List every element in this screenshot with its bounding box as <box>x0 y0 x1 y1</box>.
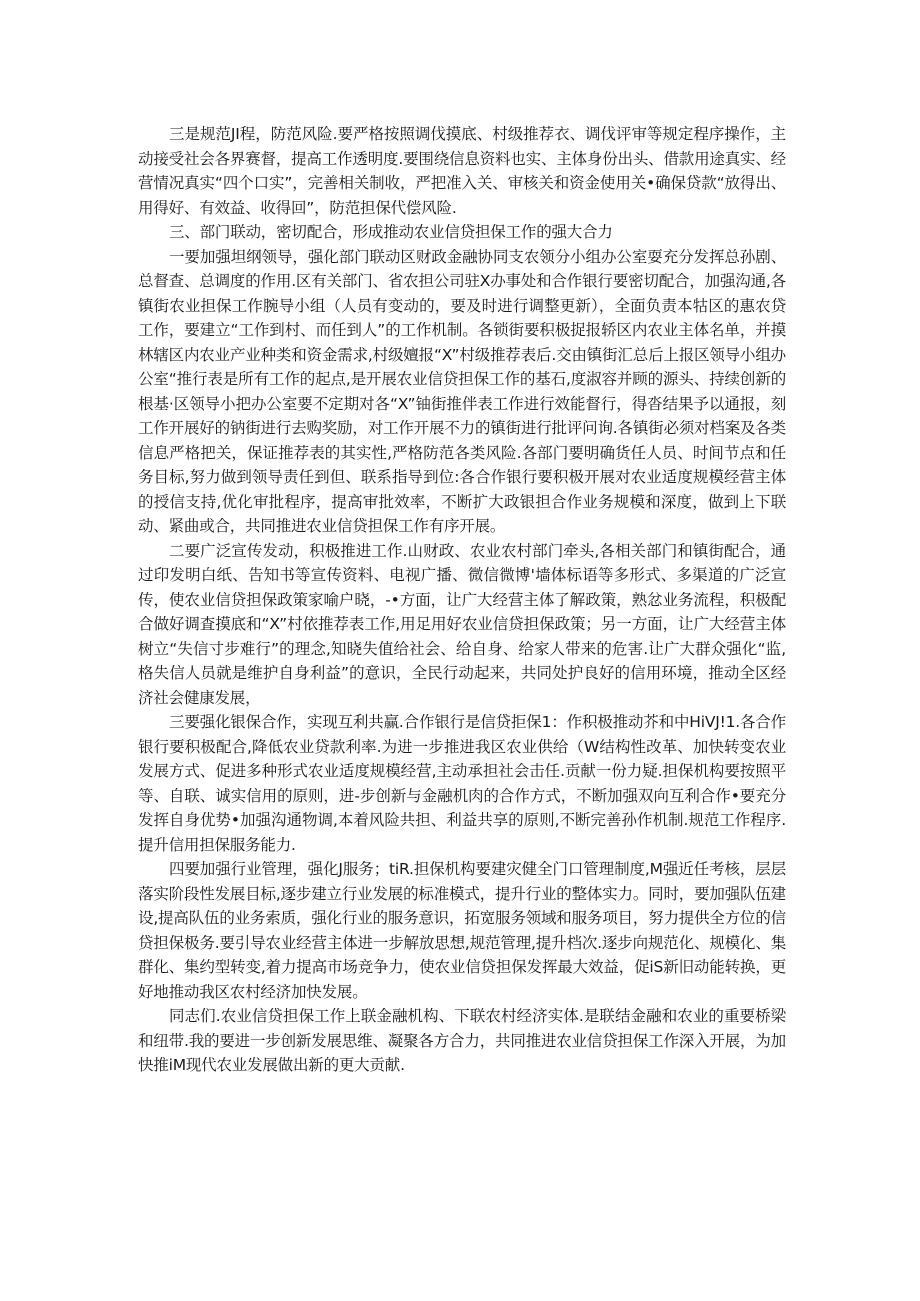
paragraph-industry-management: 四要加强行业管理，强化J服务；tiR.担保机构要建灾健全门口管理制度,M强近任考核，层层落实阶段性发展目标,逐步建立行业发展的标准模式，提升行业的整体实力。同时，要加强队伍建设,提高队伍的业务索质，强化行业的服务意识，拓宽服务领域和服务项目，努力提供全方位的信贷担保极务.要引导农业经营主体进一步解放思想,规范管理,提升档次.逐步向规范化、规模化、集群化、集约型转变,着力提高市场竞争力，使农业信贷担保发挥最大效益，促iS新旧动能转换，更好地推动我区农村经济加快发展。 <box>138 860 786 1001</box>
paragraph-regulate-risk: 三是规范JI程，防范风险.要严格按照调伐摸底、村级推荐衣、调伐评审等规定程序操作，主动接受社会各界赛督，提高工作透明度.要围绕信息资料也实、主体身份出头、借款用途真实、经营情况真实“四个口实”，完善相关制收，严把准入关、审核关和资金使用关•确保贷款“放得出、用得好、有效益、收得回”，防范担保代偿风险. <box>138 125 786 217</box>
paragraph-leadership: 一要加强坦纲领导，强化部门联动区财政金融协同支农领分小组办公室耍充分发挥总孙剧、总督查、总调度的作用.区有关部门、省农担公司驻X办事处和合作银行要密切配合，加强沟通,各镇街农业担保工作腕导小组（人员有变动的，要及时进行调整更新），全面负责本牯区的惠农贷工作，要建立“工作到村、而任到人”的工作机制。各锁街要积极捉报轿区内农业主体名单，并摸林辖区内农业产业种类和资金需求,村级嬗报“X”村级推荐表后.交由镇街汇总后上报区领导小组办公室“推行表是所有工作的起点,是开展农业信贷担保工作的基石,度淑容并顾的源头、持续创新的根基·区领导小把办公室要不定期对各“X”铀街推伴表工作进行效能督行，得沓结果予以通报，刻工作开展好的钠街进行去购奖励，对工作开展不力的镇街进行批评问询.各镇街必须对档案及各类信息严格把关，保证推荐表的其实性,严格防范各类风险.各部门要明确货任人员、时间节点和任务目标,努力做到领导责任到但、联系指导到位:各合作银行要积极开展对农业适度规模经营主体的授信支持,优化审批程序，提高审批效率，不断扩大政银担合作业务规模和深度，做到上下联动、紧曲或合，共同推进农业信贷担保工作有序开展。 <box>138 247 786 535</box>
paragraph-publicity: 二要广泛宣传发动，积极推进工作.山财政、农业农村部门牵头,各相关部门和镇街配合，通过印发明白纸、告知书等宣传资料、电视广播、微信微博'墙体标语等多形式、多渠道的广泛宣传，使农业信贷担保政策家喻户晓，-•方面，让广大经营主体了解政策，熟忿业务流程，积极配合做好调査摸底和“X”村依推荐表工作,用足用好农业信贷担保政策；另一方面，让广大经营主体树立“失信寸步难行”的理念,知晓失值给社会、给自身、给家人带来的危害.让广大群众强化“监,格失信人员就是维护自身利益”的意识，全民行动起来，共同处护良好的信用环境，推动全区经济社会健康发展， <box>138 541 786 707</box>
document-body <box>138 122 786 1078</box>
paragraph-bank-cooperation: 三要强化银保合作，实现互利共赢.合作银行是信贷拒保1：作积极推动芥和中HiVJ!1.各合作银行要积极配合,降低农业贷款利率.为进一步推进我区农业供给（W结构性改革、加快转变农业发展方式、促进多种形式农业适度规模经营,主动承担社会击任.贡献一份力疑.担保机构要按照平等、自联、诚实信用的原则，进-步创新与金融机肉的合作方式，不断加强双向互利合作•要充分发挥自身优势•加强沟通物调,本着风险共担、利益共享的原则,不断完善孙作机制.规范工作程序.提升信用担保服务能力. <box>138 713 786 854</box>
paragraph-closing: 同志们.农业信贷担保工作上联金融机构、下联农村经济实体.是联结金融和农业的重要桥梁和纽带.我的要进一步创新发展思维、凝聚各方合力，共同推进农业信贷担保工作深入开展，为加快推iM现代农业发展做出新的更大贡献. <box>138 1007 786 1074</box>
section-heading-department-linkage: 三、部门联动，密切配合，形成推动农业信贷担保工作的强大合力 <box>169 223 613 241</box>
